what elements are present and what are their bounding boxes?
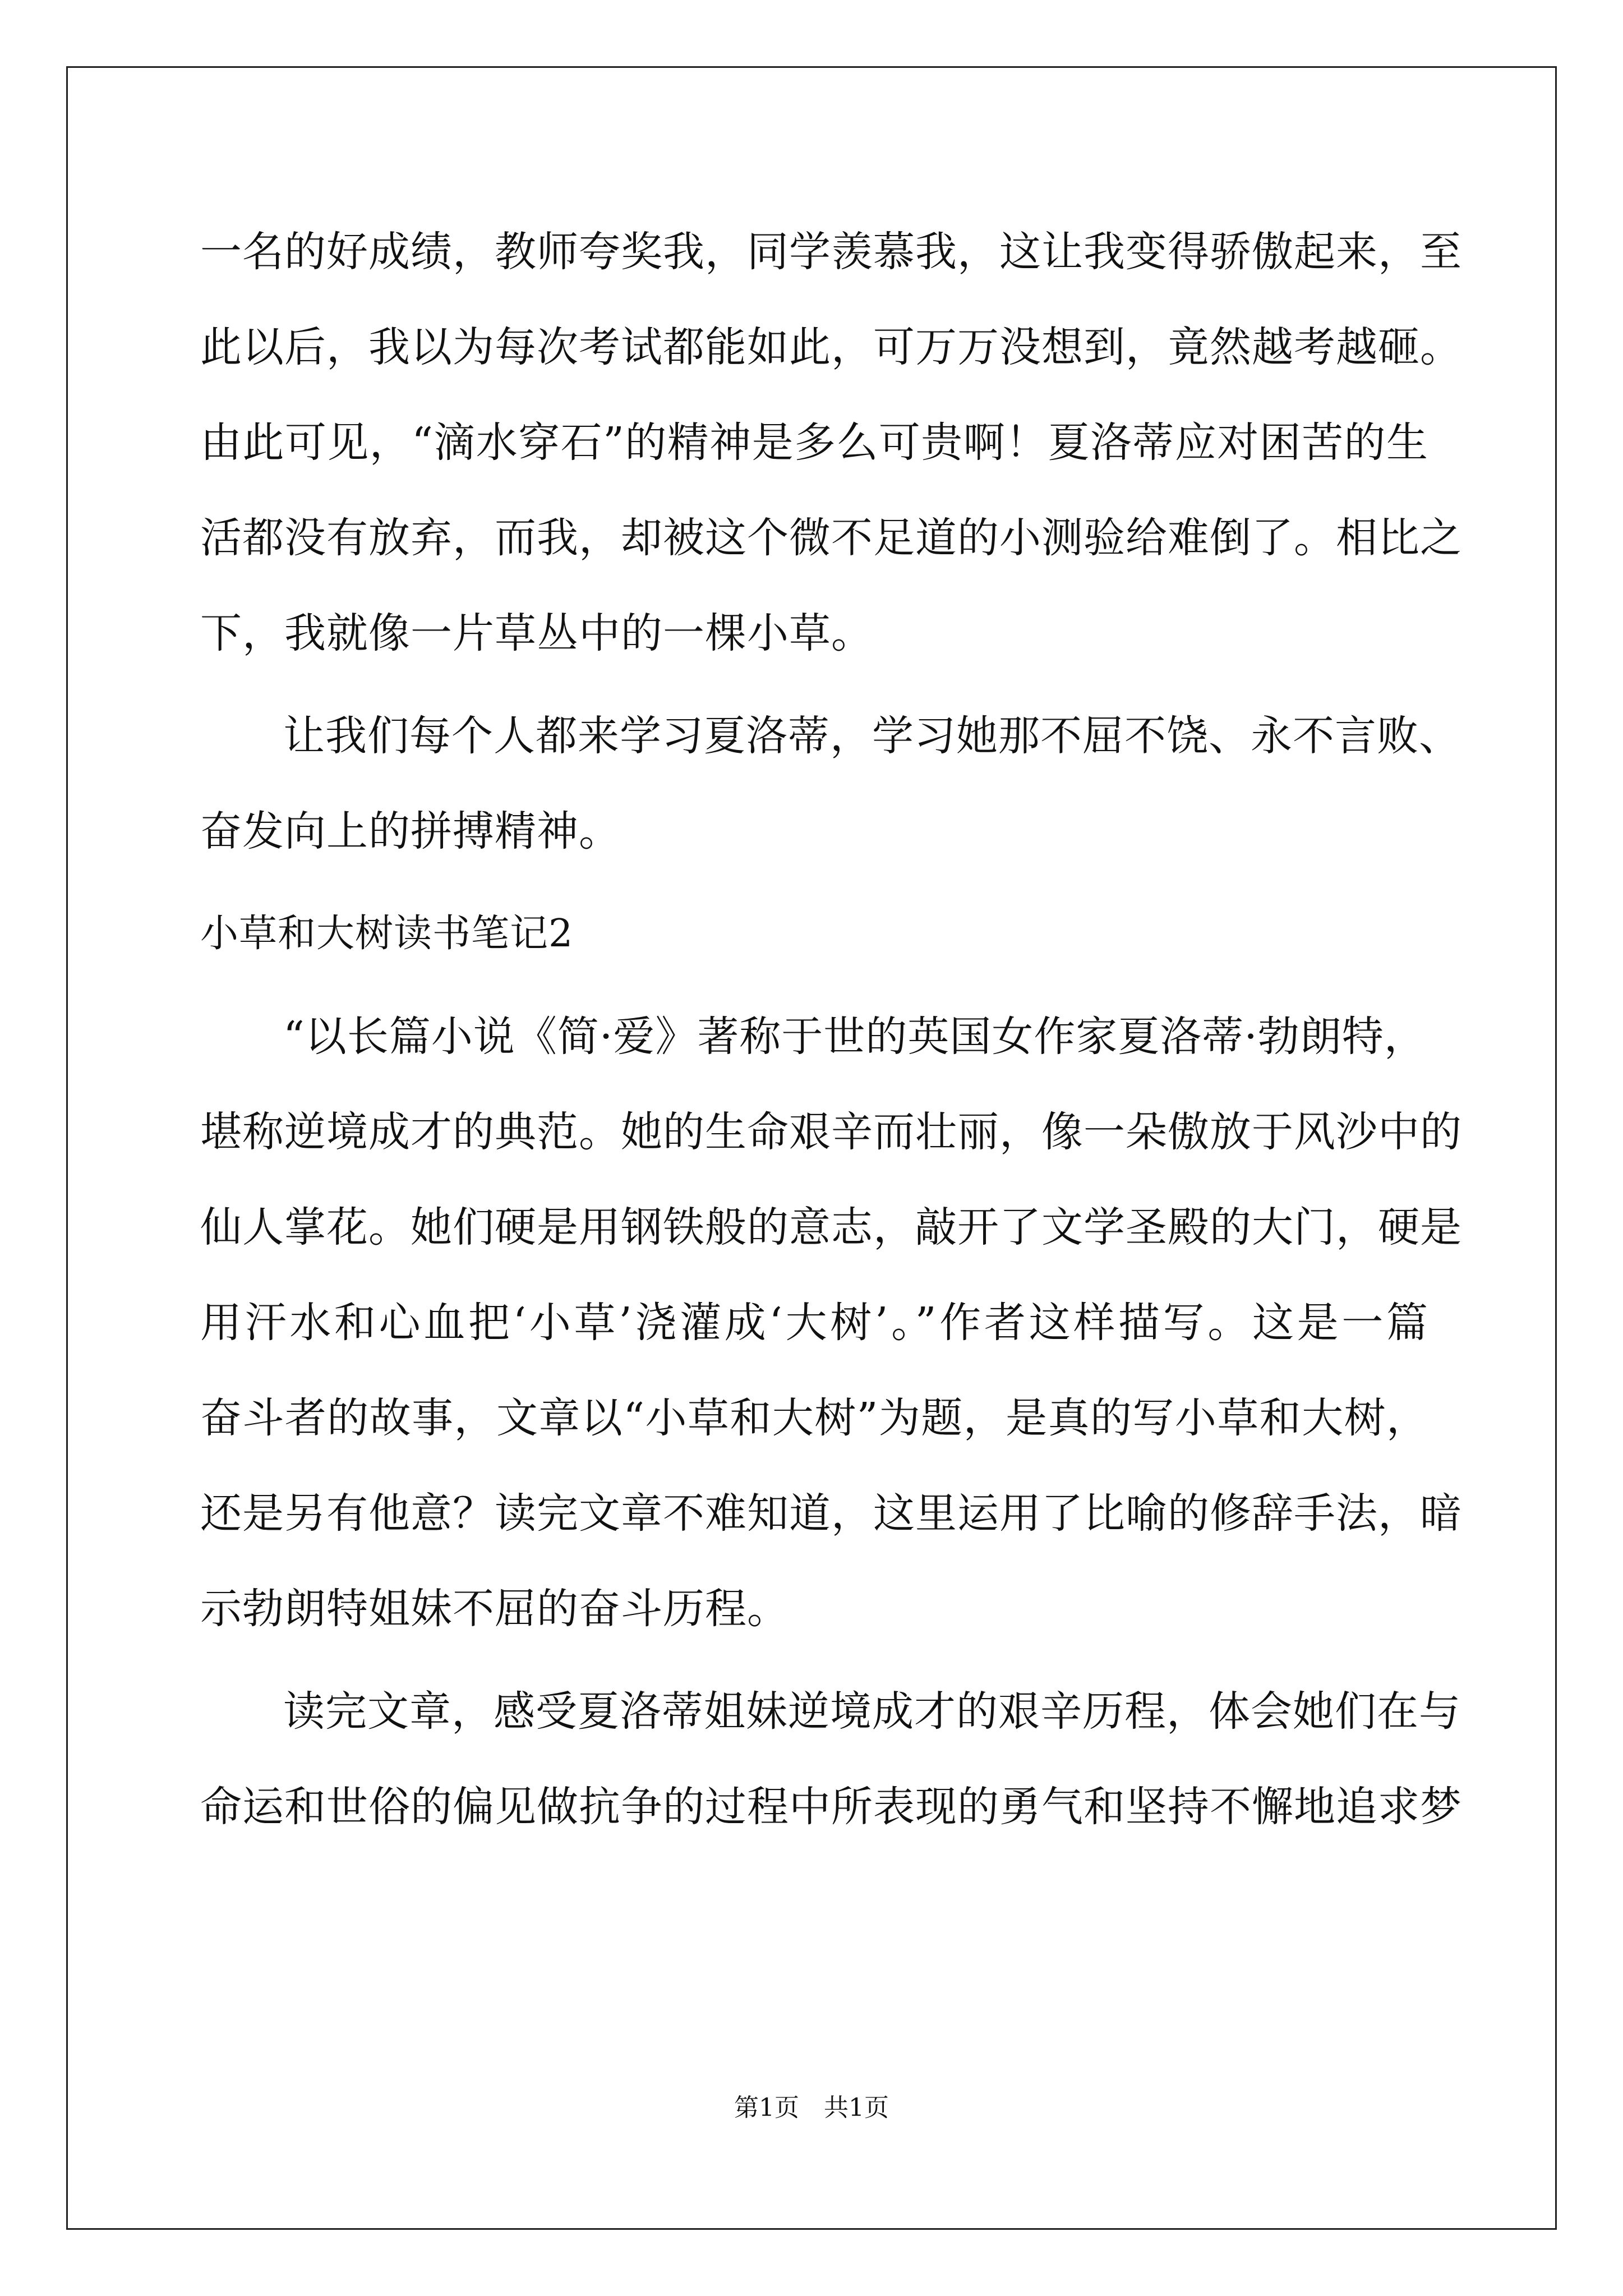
body-line: 用汗水和心血把‘小草’浇灌成‘大树’。”作者这样描写。这是一篇: [200, 1299, 1428, 1347]
body-line: 奋发向上的拼搏精神。: [200, 807, 621, 855]
body-line: 活都没有放弃，而我，却被这个微不足道的小测验给难倒了。相比之: [200, 514, 1462, 562]
body-line: 此以后，我以为每次考试都能如此，可万万没想到，竟然越考越砸。: [200, 323, 1462, 371]
body-line: 让我们每个人都来学习夏洛蒂，学习她那不屈不饶、永不言败、: [283, 712, 1461, 760]
section-heading: 小草和大树读书笔记2: [200, 912, 574, 956]
body-line: 示勃朗特姐妹不屈的奋斗历程。: [200, 1585, 789, 1633]
body-line: 读完文章，感受夏洛蒂姐妹逆境成才的艰辛历程，体会她们在与: [283, 1687, 1461, 1736]
body-line: 命运和世俗的偏见做抗争的过程中所表现的勇气和坚持不懈地追求梦: [200, 1783, 1462, 1831]
body-line: 奋斗者的故事，文章以“小草和大树”为题，是真的写小草和大树，: [200, 1394, 1428, 1442]
page-footer: 第1页 共1页: [734, 2093, 889, 2122]
body-line: 还是另有他意？读完文章不难知道，这里运用了比喻的修辞手法，暗: [200, 1489, 1462, 1538]
body-line: 仙人掌花。她们硬是用钢铁般的意志，敲开了文学圣殿的大门，硬是: [200, 1203, 1462, 1251]
body-line: “以长篇小说《简·爱》著称于世的英国女作家夏洛蒂·勃朗特，: [283, 1013, 1426, 1061]
body-line: 堪称逆境成才的典范。她的生命艰辛而壮丽，像一朵傲放于风沙中的: [200, 1108, 1462, 1156]
body-line: 一名的好成绩，教师夸奖我，同学羡慕我，这让我变得骄傲起来，至: [200, 228, 1462, 276]
body-line: 由此可见，“滴水穿石”的精神是多么可贵啊！夏洛蒂应对困苦的生: [200, 418, 1428, 467]
body-line: 下，我就像一片草丛中的一棵小草。: [200, 609, 873, 657]
